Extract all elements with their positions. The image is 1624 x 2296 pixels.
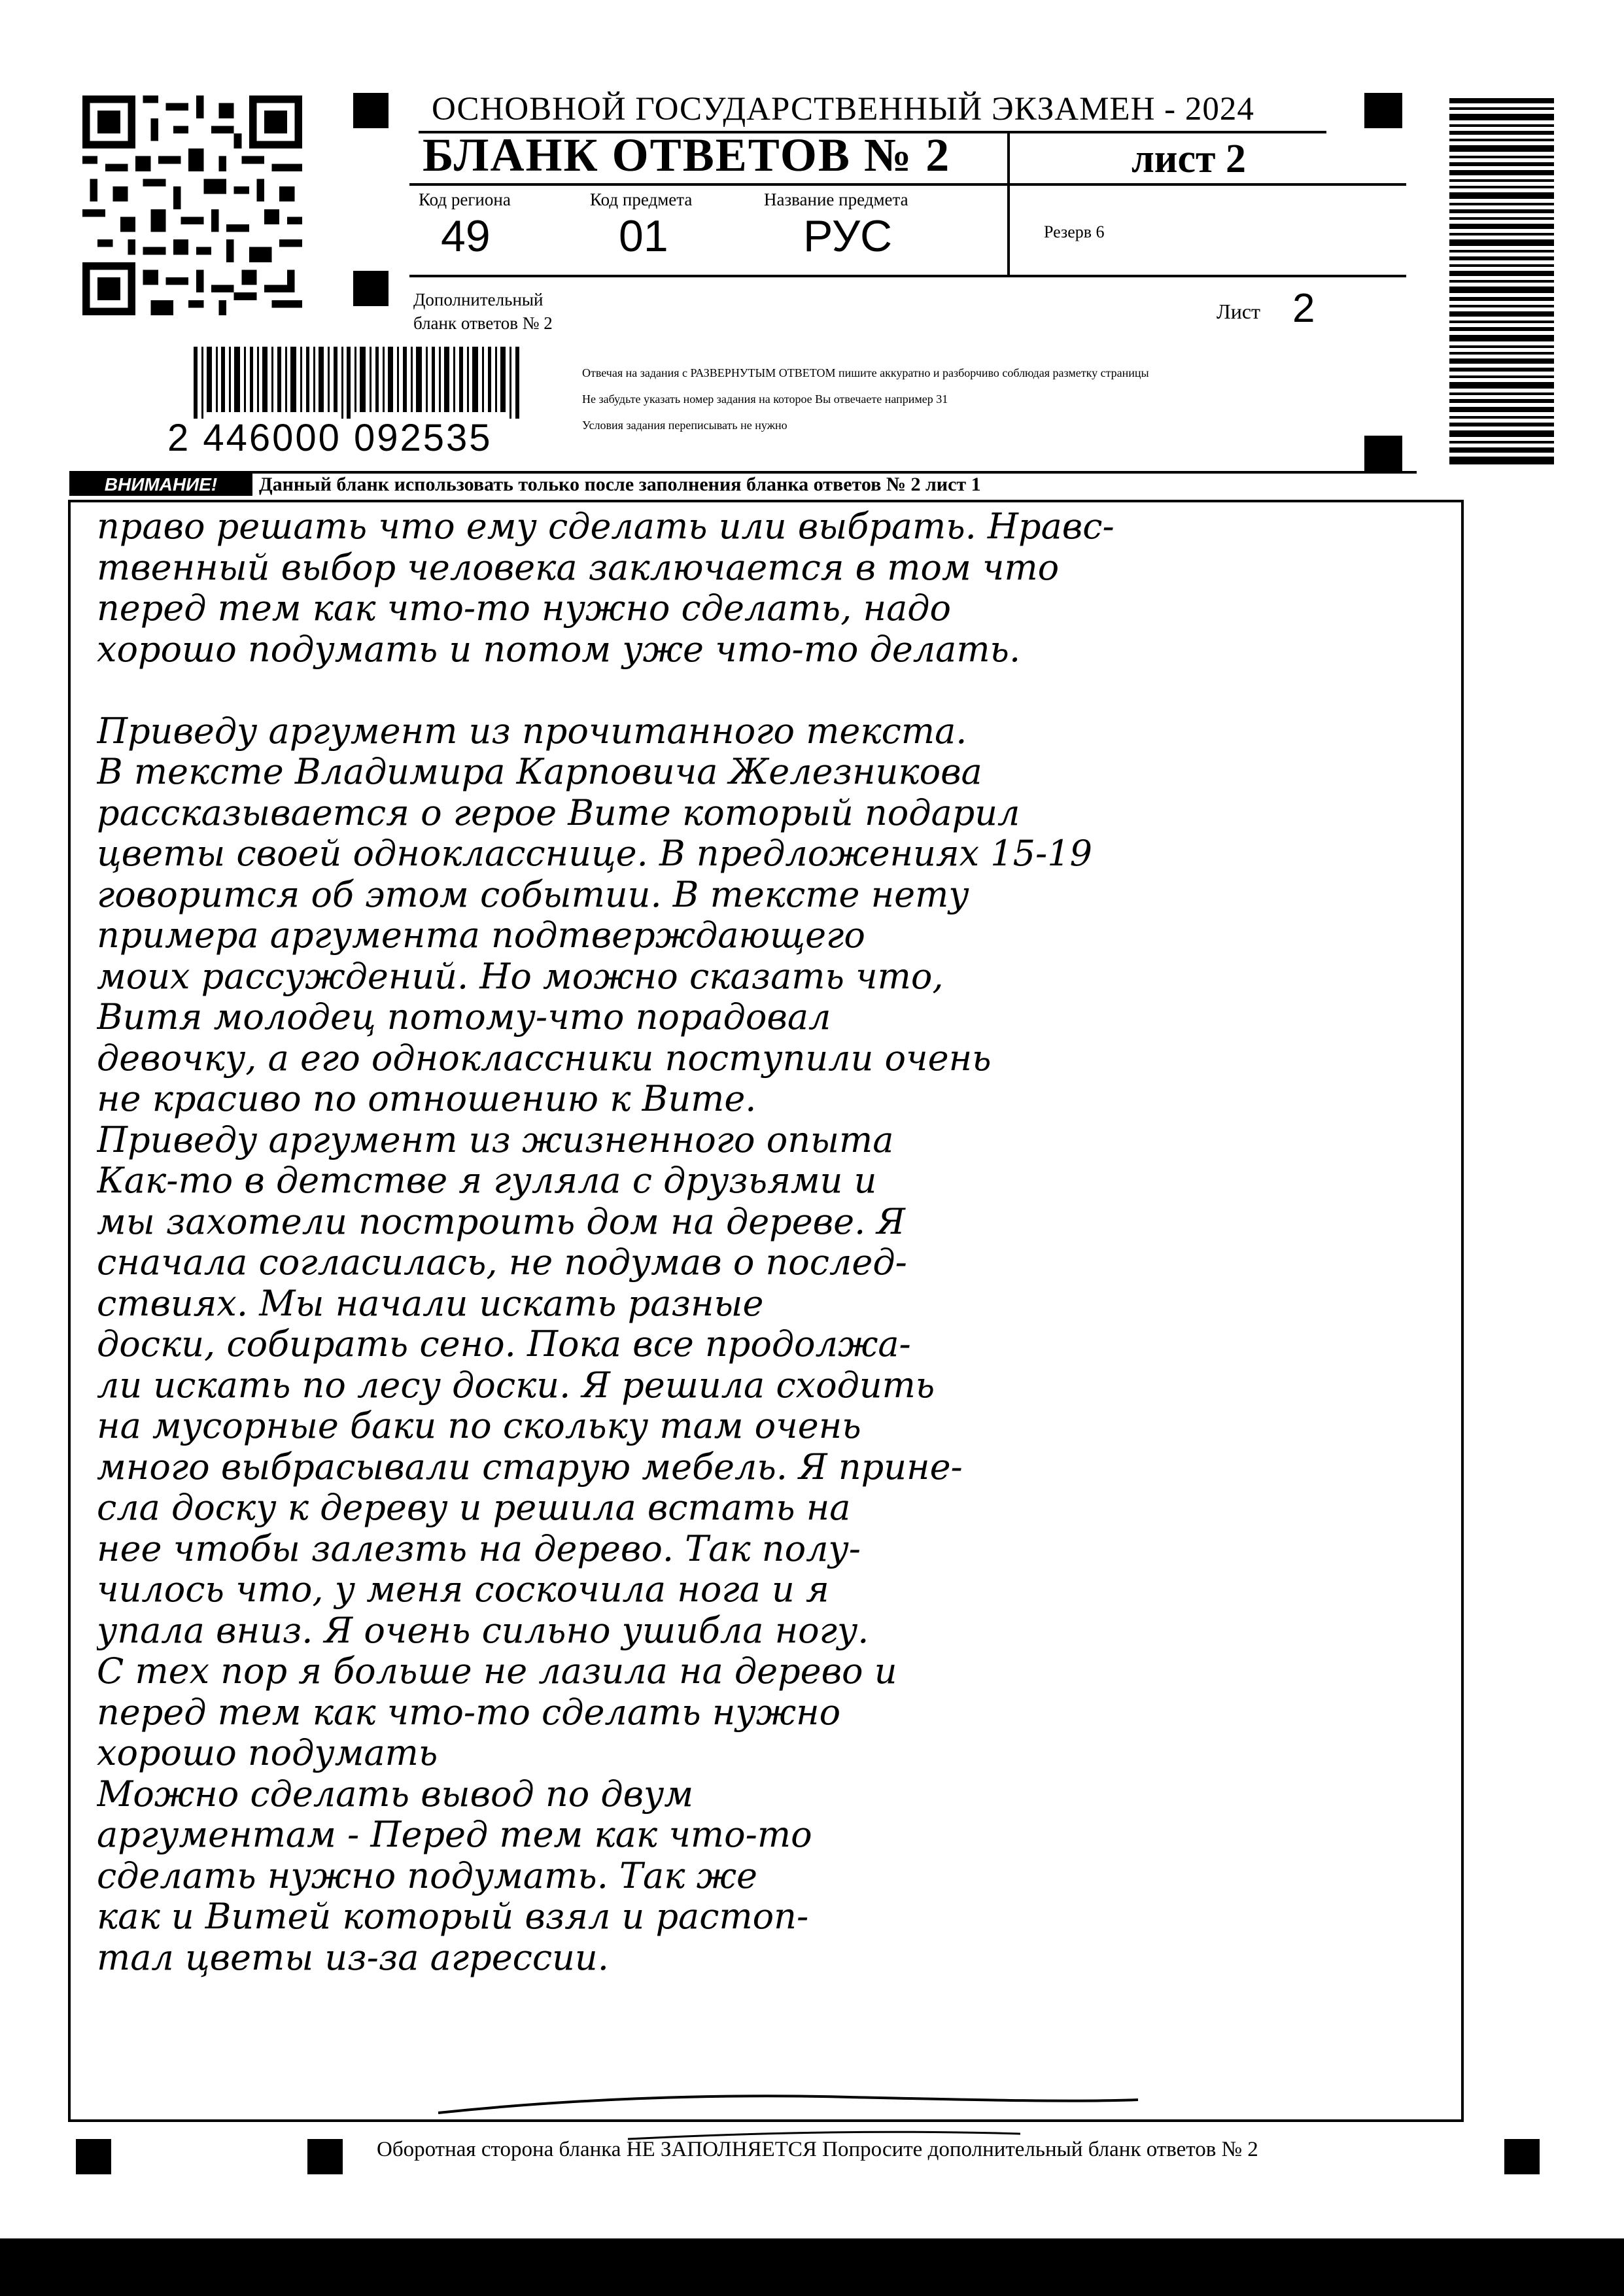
registration-mark xyxy=(353,271,389,306)
handwritten-line: хорошо подумать и потом уже что-то делать. xyxy=(97,629,1021,670)
list-label: Лист xyxy=(1217,300,1261,323)
instruction-line: Условия задания переписывать не нужно xyxy=(582,419,787,432)
handwritten-line: твенный выбор человека заключается в том что xyxy=(97,547,1060,588)
vertical-barcode xyxy=(1449,98,1554,464)
handwritten-line: примера аргумента подтверждающего xyxy=(97,915,865,956)
instruction-line: Отвечая на задания с РАЗВЕРНУТЫМ ОТВЕТОМ пишите аккуратно и разборчиво соблюдая разметку страницы xyxy=(582,366,1149,379)
handwritten-line: сначала согласилась, не подумав о послед- xyxy=(97,1242,907,1283)
handwritten-line: ствиях. Мы начали искать разные xyxy=(97,1283,764,1324)
subject-code-label: Код предмета xyxy=(590,190,693,209)
registration-mark xyxy=(1364,436,1402,471)
handwritten-line: перед тем как что-то сделать нужно xyxy=(97,1692,841,1733)
warning-text: Данный бланк использовать только после заполнения бланка ответов № 2 лист 1 xyxy=(259,474,981,495)
exam-title: ОСНОВНОЙ ГОСУДАРСТВЕННЫЙ ЭКЗАМЕН - 2024 xyxy=(432,91,1254,128)
handwritten-line: моих рассуждений. Но можно сказать что, xyxy=(97,956,944,997)
handwritten-line: упала вниз. Я очень сильно ушибла ногу. xyxy=(97,1610,869,1651)
handwritten-line: говорится об этом событии. В тексте нету xyxy=(97,874,969,915)
additional-sheet-label xyxy=(413,288,553,335)
region-label: Код региона xyxy=(419,190,511,209)
registration-mark xyxy=(307,2139,343,2174)
divider xyxy=(409,183,1406,186)
handwritten-line: Можно сделать вывод по двум xyxy=(97,1773,694,1815)
handwritten-answer xyxy=(97,506,1435,2119)
handwritten-line: как и Витей который взял и растоп- xyxy=(97,1896,809,1937)
region-value: 49 xyxy=(441,211,491,261)
additional-label-line: Дополнительный xyxy=(413,290,544,309)
list-value: 2 xyxy=(1292,286,1315,331)
footer-note: Оборотная сторона бланка НЕ ЗАПОЛНЯЕТСЯ Попросите дополнительный бланк ответов № 2 xyxy=(377,2138,1258,2161)
warning-badge: ВНИМАНИЕ! xyxy=(69,474,252,496)
handwritten-line: много выбрасывали старую мебель. Я прине- xyxy=(97,1446,963,1487)
handwritten-line: доски, собирать сено. Пока все продолжа- xyxy=(97,1324,911,1365)
handwritten-line: чилось что, у меня соскочила нога и я xyxy=(97,1569,829,1610)
qr-code xyxy=(76,96,309,315)
handwritten-line: рассказывается о герое Вите который подарил xyxy=(97,792,1020,833)
handwritten-line: девочку, а его одноклассники поступили очень xyxy=(97,1037,992,1079)
subject-name-value: РУС xyxy=(803,211,893,261)
sheet-title: лист 2 xyxy=(1132,137,1246,181)
handwritten-line: перед тем как что-то нужно сделать, надо xyxy=(97,588,951,629)
handwritten-line: цветы своей однокласснице. В предложениях 15-19 xyxy=(97,833,1092,874)
handwritten-line: не красиво по отношению к Вите. xyxy=(97,1079,757,1119)
answer-area[interactable] xyxy=(68,500,1464,2122)
handwritten-line: Витя молодец потому-что порадовал xyxy=(97,997,831,1037)
handwritten-line: ли искать по лесу доски. Я решила сходить xyxy=(97,1365,935,1406)
subject-code-value: 01 xyxy=(619,211,668,261)
handwritten-line: хорошо подумать xyxy=(97,1733,438,1773)
divider xyxy=(1007,133,1010,275)
handwritten-line: Приведу аргумент из жизненного опыта xyxy=(97,1119,894,1160)
handwritten-line: сла доску к дереву и решила встать на xyxy=(97,1487,851,1528)
handwritten-line: нее чтобы залезть на дерево. Так полу- xyxy=(97,1528,861,1569)
divider xyxy=(409,275,1406,277)
handwritten-line: Как-то в детстве я гуляла с друзьями и xyxy=(97,1160,877,1201)
horizontal-barcode xyxy=(194,347,521,419)
handwritten-line: право решать что ему сделать или выбрать. Нравс- xyxy=(97,506,1114,547)
subject-name-label: Название предмета xyxy=(764,190,908,209)
handwritten-line: сделать нужно подумать. Так же xyxy=(97,1855,757,1896)
form-title: БЛАНК ОТВЕТОВ № 2 xyxy=(423,129,951,181)
barcode-number: 2 446000 092535 xyxy=(167,417,492,459)
handwritten-line: В тексте Владимира Карповича Железникова xyxy=(97,752,982,792)
handwritten-line: Приведу аргумент из прочитанного текста. xyxy=(97,710,967,752)
handwritten-line: аргументам - Перед тем как что-то xyxy=(97,1815,812,1855)
registration-mark xyxy=(1364,93,1402,128)
reserve-label: Резерв 6 xyxy=(1044,222,1105,241)
registration-mark xyxy=(353,93,389,128)
scan-border xyxy=(0,2238,1624,2296)
handwritten-line: на мусорные баки по скольку там очень xyxy=(97,1406,861,1446)
handwritten-line: мы захотели построить дом на дереве. Я xyxy=(97,1201,906,1242)
handwritten-line: тал цветы из-за агрессии. xyxy=(97,1937,609,1978)
additional-label-line: бланк ответов № 2 xyxy=(413,313,553,333)
handwritten-line xyxy=(97,670,1435,711)
registration-mark xyxy=(76,2139,111,2174)
handwritten-line: С тех пор я больше не лазила на дерево и xyxy=(97,1651,897,1692)
instruction-line: Не забудьте указать номер задания на которое Вы отвечаете например 31 xyxy=(582,392,948,406)
registration-mark xyxy=(1504,2139,1540,2174)
